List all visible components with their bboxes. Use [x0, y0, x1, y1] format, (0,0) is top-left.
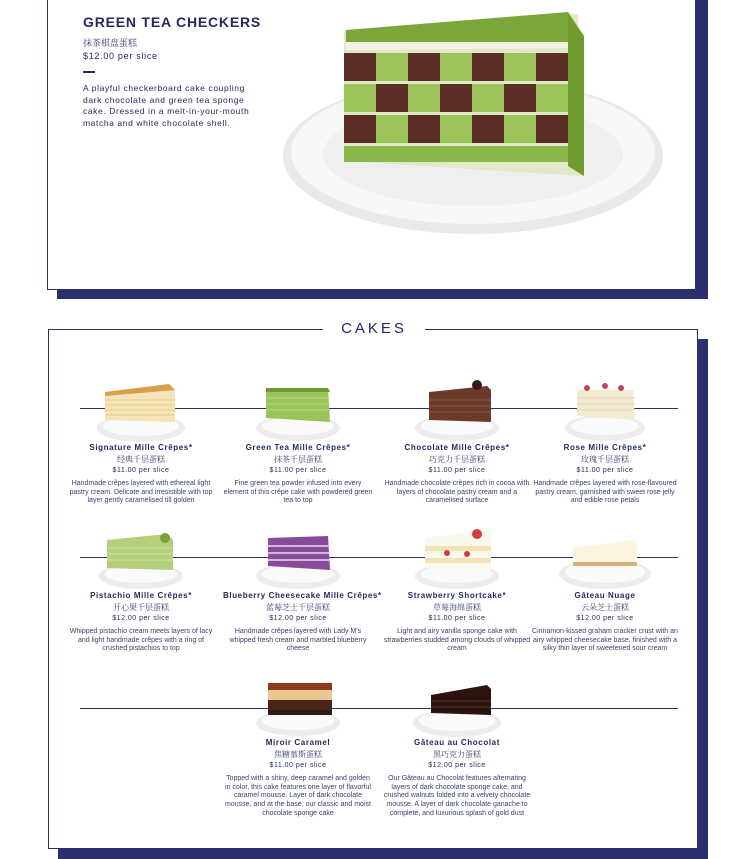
cakes-border-left — [48, 329, 323, 330]
cake-item[interactable] — [382, 738, 532, 819]
cake-price: $12.00 per slice — [269, 615, 327, 622]
pistachio-mille-crepes-image — [91, 526, 191, 590]
cake-item[interactable] — [530, 443, 680, 506]
row-divider — [80, 708, 678, 709]
cake-price: $11.00 per slice — [576, 467, 634, 474]
cake-name-cn: 抹茶千层蛋糕 — [274, 455, 322, 464]
cake-name-cn: 草莓海绵蛋糕 — [433, 603, 481, 612]
cake-price: $11.00 per slice — [112, 467, 170, 474]
cakes-heading: CAKES — [341, 320, 407, 337]
cake-name-cn: 黑巧克力蛋糕 — [433, 750, 481, 759]
cake-name: Green Tea Mille Crêpes* — [245, 443, 351, 452]
cake-name: Rose Mille Crêpes* — [563, 443, 647, 452]
cake-price: $11.00 per slice — [269, 467, 327, 474]
cake-price: $12.00 per slice — [428, 762, 486, 769]
blueberry-cheesecake-mille-crepes-image — [248, 526, 348, 590]
gateau-au-chocolat-image — [407, 673, 507, 737]
cake-name-cn: 巧克力千层蛋糕 — [429, 455, 485, 464]
cake-description: Light and airy vanilla sponge cake with strawberries studded among clouds of whipped cream — [383, 628, 531, 653]
cake-name-cn: 经典千层蛋糕 — [117, 455, 165, 464]
cake-description: Topped with a shiny, deep caramel and golden in color, this cake features one layer of flavorful caramel mousse. Layer of dark chocolate mousse, and at the base, our classic and moist chocolate sponge cake — [225, 775, 371, 817]
cake-description: Handmade crêpes layered with Lady M's whipped fresh cream and marbled blueberry cheese — [229, 628, 367, 653]
miroir-caramel-image — [248, 673, 348, 737]
rose-mille-crepes-image — [555, 378, 655, 442]
cake-description: Cinnamon-kissed graham cracker crust with an airy whipped cheesecake base, finished with a silky thin layer of sweetened sour cream — [532, 628, 678, 653]
green-tea-checkers-image — [278, 6, 673, 236]
green-tea-mille-crepes-image — [248, 378, 348, 442]
cake-name: Gâteau Nuage — [574, 591, 636, 600]
cake-name: Signature Mille Crêpes* — [89, 443, 193, 452]
cake-description: Whipped pistachio cream meets layers of lacy and light handmade crêpes with a ring of crushed pistachios to top — [69, 628, 213, 653]
cake-name: Pistachio Mille Crêpes* — [90, 591, 192, 600]
cake-name: Strawberry Shortcake* — [407, 591, 507, 600]
cake-price: $12.00 per slice — [576, 615, 634, 622]
cake-description: Our Gâteau au Chocolat features alternating layers of dark chocolate sponge cake, and crushed walnuts folded into a velvety chocolate mousse. A layer of dark chocolate ganache to complete, and luxurious splash of gold dust — [383, 775, 531, 817]
feature-description: A playful checkerboard cake coupling dark chocolate and green tea sponge cake. Dressed in a melt-in-your-mouth matcha and white chocolate shell. — [83, 83, 250, 128]
cake-item[interactable] — [223, 591, 382, 654]
chocolate-mille-crepes-image — [407, 378, 507, 442]
cake-item[interactable] — [223, 738, 373, 819]
cake-name: Miroir Caramel — [265, 738, 331, 747]
cakes-border-right — [425, 329, 698, 330]
cake-name-cn: 云朵芝士蛋糕 — [581, 603, 629, 612]
cake-description: Handmade crêpes layered with ethereal light pastry cream. Delicate and irresistible with top layer gently caramelised till golden — [69, 480, 213, 505]
cake-name: Chocolate Mille Crêpes* — [404, 443, 510, 452]
feature-price: $12.00 per slice — [83, 51, 158, 61]
cake-name-cn: 玫瑰千层蛋糕 — [581, 455, 629, 464]
feature-title-cn: 抹茶棋盘蛋糕 — [83, 39, 138, 49]
gateau-nuage-image — [555, 526, 655, 590]
cake-item[interactable] — [530, 591, 680, 654]
cake-item[interactable] — [382, 443, 532, 506]
cake-price: $12.00 per slice — [112, 615, 170, 622]
signature-mille-crepes-image — [91, 378, 191, 442]
cake-price: $11.00 per slice — [428, 615, 486, 622]
cake-name-cn: 蓝莓芝士千层蛋糕 — [266, 603, 330, 612]
cake-item[interactable] — [66, 443, 216, 506]
cake-name: Gâteau au Chocolat — [414, 738, 500, 747]
feature-title: GREEN TEA CHECKERS — [83, 14, 262, 30]
cake-price: $11.00 per slice — [269, 762, 327, 769]
feature-divider — [83, 71, 95, 73]
strawberry-shortcake-image — [407, 526, 507, 590]
cake-description: Handmade chocolate crêpes rich in cocoa with layers of chocolate pastry cream and a caramelised surface — [384, 480, 530, 505]
cake-name: Blueberry Cheesecake Mille Crêpes* — [223, 591, 382, 600]
cake-name-cn: 开心果千层蛋糕 — [113, 603, 169, 612]
cake-price: $11.00 per slice — [428, 467, 486, 474]
cake-item[interactable] — [66, 591, 216, 654]
cake-item[interactable] — [382, 591, 532, 654]
cake-name-cn: 焦糖慕斯蛋糕 — [274, 750, 322, 759]
cake-description: Fine green tea powder infused into every element of this crêpe cake with powdered green tea to top — [223, 480, 373, 505]
cake-description: Handmade crêpes layered with rose-flavoured pastry cream, garnished with sweet rose jelly and edible rose petals — [533, 480, 677, 505]
cake-item[interactable] — [223, 443, 373, 506]
